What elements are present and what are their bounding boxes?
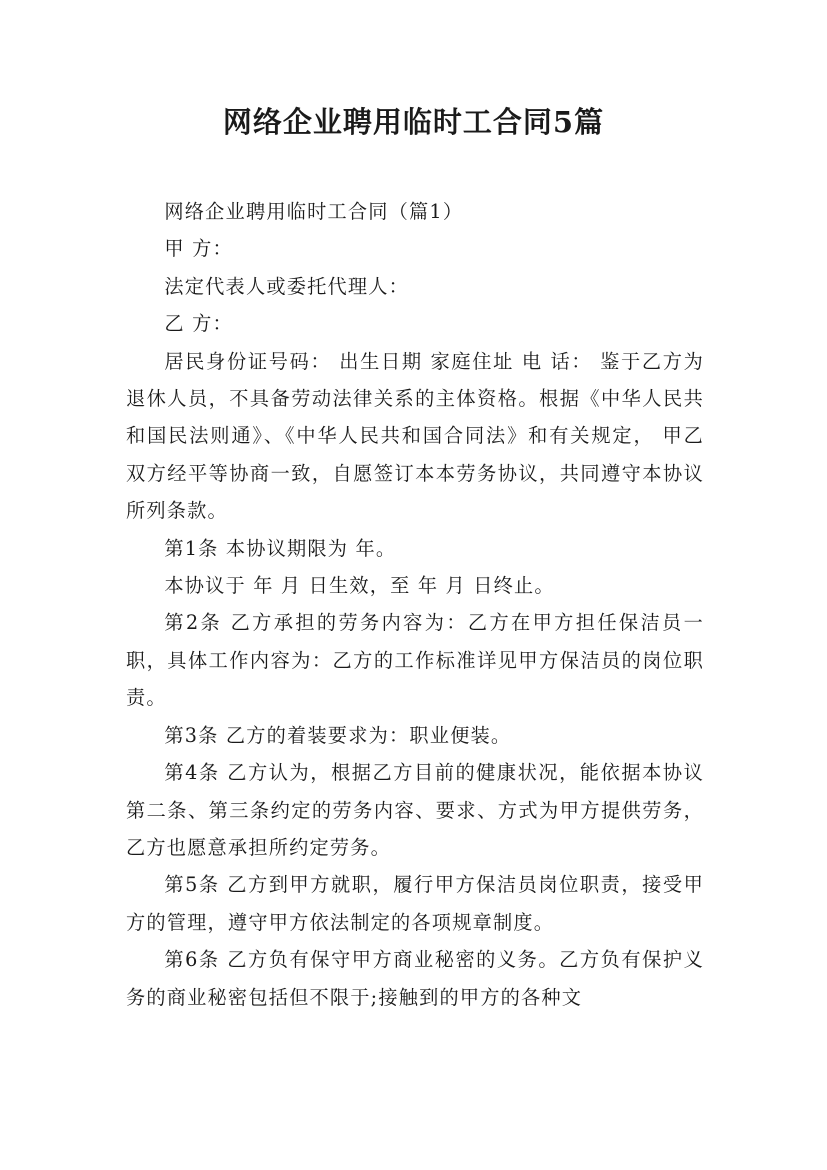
party-b-line: 乙 方： — [164, 312, 233, 336]
document-title: 网络企业聘用临时工合同5篇 — [222, 105, 605, 139]
article-6: 第6条 乙方负有保守甲方商业秘密的义务。乙方负有保护义务的商业秘密包括但不限于;接触到的甲方的各种文 — [126, 948, 704, 1009]
party-a-line: 甲 方： — [164, 237, 233, 261]
article-2: 第2条 乙方承担的劳务内容为：乙方在甲方担任保洁员一职，具体工作内容为：乙方的工作标准详见甲方保洁员的岗位职责。 — [126, 611, 704, 710]
article-3: 第3条 乙方的着装要求为：职业便装。 — [164, 723, 512, 747]
article-4: 第4条 乙方认为，根据乙方目前的健康状况，能依据本协议第二条、第三条约定的劳务内容、要求、方式为甲方提供劳务，乙方也愿意承担所约定劳务。 — [126, 761, 704, 859]
article-5: 第5条 乙方到甲方就职，履行甲方保洁员岗位职责，接受甲方的管理，遵守甲方依法制定的各项规章制度。 — [126, 873, 704, 934]
preamble-paragraph: 居民身份证号码： 出生日期 家庭住址 电 话： 鉴于乙方为退休人员，不具备劳动法律关系的主体资格。根据《中华人民共和国民法则通》、《中华人民共和国合同法》和有关规定， 甲乙双方经平等协商一致，自愿签订本本劳务协议，共同遵守本协议所列条款。 — [126, 349, 704, 523]
document-body — [126, 193, 704, 1016]
article-1-term: 本协议于 年 月 日生效，至 年 月 日终止。 — [164, 574, 555, 598]
article-1: 第1条 本协议期限为 年。 — [164, 536, 397, 560]
section-heading: 网络企业聘用临时工合同（篇1） — [164, 200, 464, 223]
legal-representative-line: 法定代表人或委托代理人： — [164, 274, 410, 298]
